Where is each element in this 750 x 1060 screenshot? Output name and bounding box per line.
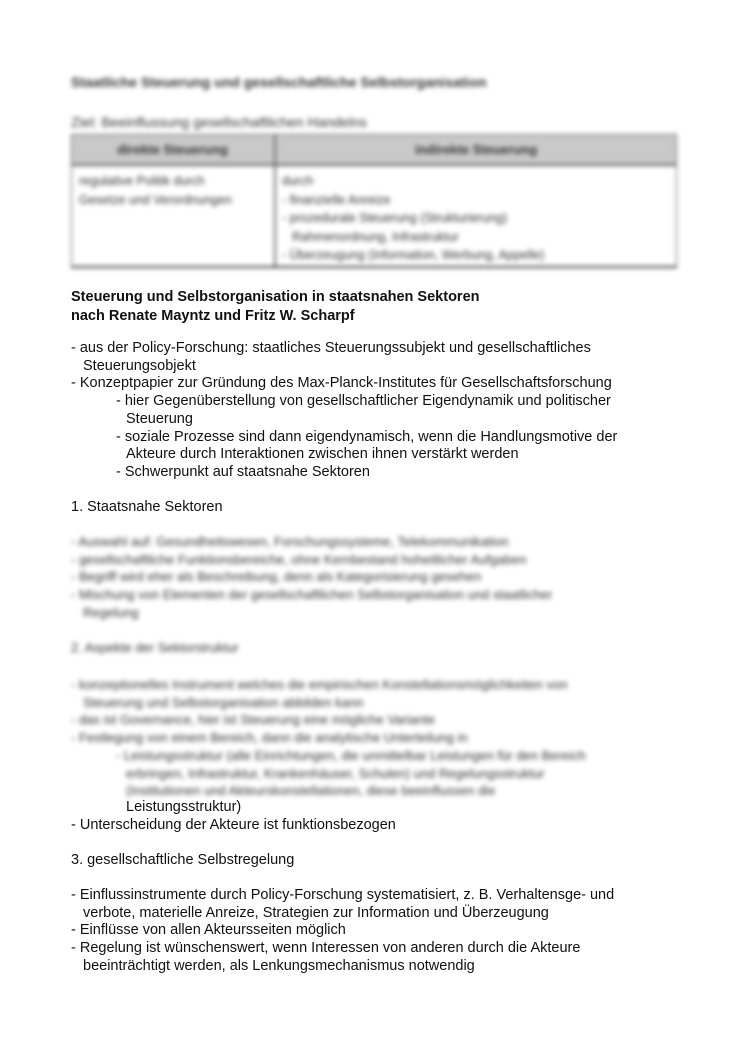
list-item: Steuerung und Selbstorganisation abbilden kann [83,694,364,710]
list-item: - Einflüsse von allen Akteursseiten möglich [71,922,346,939]
table-header-indirect: indirekte Steuerung [414,142,538,157]
section3-heading: 3. gesellschaftliche Selbstregelung [71,852,295,868]
list-item: - gesellschaftliche Funktionsbereiche, ohne Kernbestand hoheitlicher Aufgaben [71,551,527,567]
table-header-direct: direkte Steuerung [117,142,228,157]
list-item: Leistungsstruktur) [126,799,242,815]
list-item: - das ist Governance, hier ist Steuerung eine mögliche Variante [71,712,435,728]
list-item: - Festlegung von einem Bereich, dann die analytische Unterteilung in [71,730,468,746]
list-item: beeinträchtigt werden, als Lenkungsmechanismus notwendig [83,957,475,974]
list-item: - Leistungsstruktur (alle Einrichtungen, die unmittelbar Leistungen für den Bereich [116,747,586,763]
table-cell-indirect: durch - finanzielle Anreize - prozedurale Steuerung (Strukturierung) Rahmenordnung, Infrastruktur - Überzeugung (Information, Werbung, Appelle) [282,174,545,262]
section-heading: Steuerung und Selbstorganisation in staatsnahen Sektoren nach Renate Mayntz und Fritz W. Scharpf [71,289,480,324]
goal-line: Ziel: Beeinflussung gesellschaftlichen Handelns [71,114,367,130]
list-item: - Auswahl auf: Gesundheitswesen, Forschungssysteme, Telekommunikation [71,534,509,549]
document-title: Staatliche Steuerung und gesellschaftliche Selbstorganisation [71,74,487,90]
list-item: erbringen, Infrastruktur, Krankenhäuser, Schulen) und Regelungsstruktur [126,765,545,781]
list-item: - Einflussinstrumente durch Policy-Forschung systematisiert, z. B. Verhaltensge- und [71,887,615,903]
section1-heading: 1. Staatsnahe Sektoren [71,499,223,515]
list-item: - aus der Policy-Forschung: staatliches Steuerungssubjekt und gesellschaftliches [71,340,591,356]
list-item: - hier Gegenüberstellung von gesellschaftlicher Eigendynamik und politischer [116,393,611,410]
section2-heading: 2. Aspekte der Sektorstruktur [71,640,239,655]
list-item: verbote, materielle Anreize, Strategien zur Information und Überzeugung [83,904,549,921]
section1-list [71,533,552,622]
list-item: - Regelung ist wünschenswert, wenn Interessen von anderen durch die Akteure [71,940,581,957]
list-item: Akteure durch Interaktionen zwischen ihnen verstärkt werden [126,446,519,463]
list-item: - Unterscheidung der Akteure ist funktionsbezogen [71,816,396,833]
list-item: - konzeptionelles Instrument welches die empirischen Konstellationsmöglichkeiten von [71,677,568,692]
list-item: - Mischung von Elementen der gesellschaftlichen Selbstorganisation und staatlicher [71,587,553,603]
list-item: Steuerung [126,410,193,427]
list-item: - Konzeptpapier zur Gründung des Max-Planck-Institutes für Gesellschaftsforschung [71,375,612,392]
steering-table [71,134,677,268]
section3-list [71,887,614,976]
list-item: - Schwerpunkt auf staatsnahe Sektoren [116,463,370,480]
section2-list [71,676,586,800]
section2-tail [71,799,396,834]
list-item: - soziale Prozesse sind dann eigendynamisch, wenn die Handlungsmotive der [116,428,618,445]
intro-list [71,340,617,482]
list-item: Steuerungsobjekt [83,357,196,374]
list-item: (Institutionen und Akteurskonstellationen, diese beeinflussen die [126,783,496,799]
list-item: Regelung [83,604,139,620]
table-cell-direct: regulative Politik durch Gesetze und Verordnungen [79,174,232,207]
list-item: - Begriff wird eher als Beschreibung, denn als Kategorisierung gesehen [71,569,482,585]
